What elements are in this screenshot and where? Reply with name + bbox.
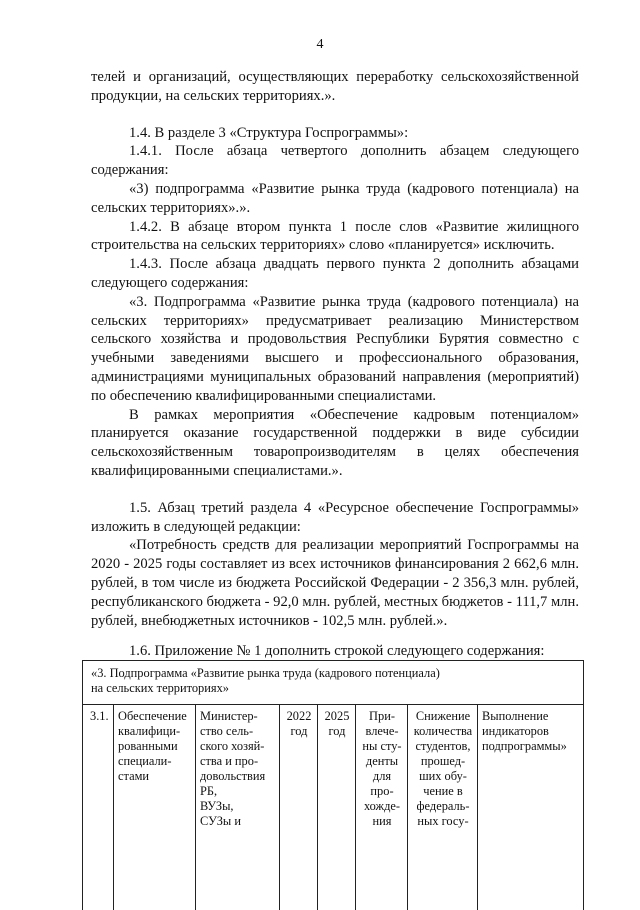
paragraph-1-4-1: 1.4.1. После абзаца четвертого дополнить абзацем следующего содержания: <box>91 143 579 179</box>
appendix-table <box>82 660 584 910</box>
paragraph-1-4-3: 1.4.3. После абзаца двадцать первого пункта 2 дополнить абзацами следующего содержания: <box>91 256 579 291</box>
table-header-line: «3. Подпрограмма «Развитие рынка труда (кадрового потенциала) <box>91 666 440 680</box>
paragraph-quote-subprogram-3: «3. Подпрограмма «Развитие рынка труда (кадрового потенциала) на сельских территориях» предусматривает реализацию Министерством сельского хозяйства и продовольствия Республики Бурятия совместно с учебными заведениями высшего и профессионального образования, администрациями муниципальных образований направления (мероприятий) по обеспечению квалифицированными специалистами. <box>91 293 579 404</box>
page-number: 4 <box>316 37 324 52</box>
table-cell-start-year: 2022 год <box>279 705 317 910</box>
document-body <box>91 68 579 661</box>
table-cell-activity: Обеспечение квалифици- рованными специали- стами <box>113 705 195 910</box>
paragraph-1-4: 1.4. В разделе 3 «Структура Госпрограммы»: <box>129 124 409 141</box>
table-cell-number: 3.1. <box>90 709 109 723</box>
paragraph-continuation: телей и организаций, осуществляющих переработку сельскохозяйственной продукции, на сельских территориях.». <box>91 69 579 104</box>
paragraph-1-5: 1.5. Абзац третий раздела 4 «Ресурсное обеспечение Госпрограммы» изложить в следующей редакции: <box>91 499 579 535</box>
paragraph-1-6: 1.6. Приложение № 1 дополнить строкой следующего содержания: <box>129 643 545 660</box>
table-cell-indicator: Выполнение индикаторов подпрограммы» <box>477 705 583 910</box>
paragraph-1-4-2: 1.4.2. В абзаце втором пункта 1 после слов «Развитие жилищного строительства на сельских территориях» слово «планируется» исключить. <box>91 218 579 254</box>
table-cell-end-year: 2025 год <box>317 705 355 910</box>
paragraph-funding: «Потребность средств для реализации мероприятий Госпрограммы на 2020 - 2025 годы составляет из всех источников финансирования 2 662,6 млн. рублей, в том числе из бюджета Российской Федерации - 2 356,3 млн. рублей, республиканского бюджета - 92,0 млн. рублей, местных бюджетов - 111,7 млн. рублей, внебюджетных источников - 102,5 млн. рублей.». <box>91 537 579 629</box>
table-cell-result: При- влече- ны сту- денты для про- хожде- ния <box>355 705 407 910</box>
table-header-line: на сельских территориях» <box>91 681 229 695</box>
table-cell-consequences: Снижение количества студентов, прошед- ших обу- чение в федераль- ных госу- <box>407 705 477 910</box>
paragraph-quote-subprogram: «3) подпрограмма «Развитие рынка труда (кадрового потенциала) на сельских территориях».». <box>91 180 579 216</box>
table-cell-executor: Министер- ство сель- ского хозяй- ства и про- довольствия РБ, ВУЗы, СУЗы и <box>195 705 279 910</box>
table-header-row <box>83 661 583 705</box>
paragraph-personnel: В рамках мероприятия «Обеспечение кадровым потенциалом» планируется оказание государственной поддержки в виде субсидии сельскохозяйственным товаропроизводителям в целях обеспечения квалифицированными специалистами.». <box>91 406 579 479</box>
